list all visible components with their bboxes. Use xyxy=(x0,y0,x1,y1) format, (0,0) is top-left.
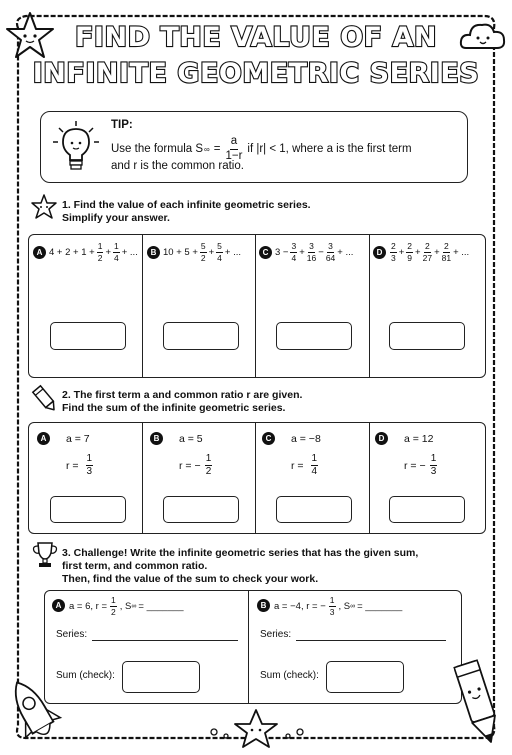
answer-box-2b[interactable] xyxy=(163,496,239,523)
series-1a: 4 + 2 + 1 + $\frac{1}{2}$ + $\frac{1}{4}$ + ... xyxy=(49,241,138,263)
given-r-2c: r = $\frac{1}{4}$ xyxy=(291,453,318,477)
section2-instruction: 2. The first term a and common ratio r are given. Find the sum of the infinite geometric series. xyxy=(62,389,303,414)
given-a-2a: a = 7 xyxy=(66,433,90,445)
sum-box-3a[interactable] xyxy=(122,661,200,693)
tip-formula-line: Use the formula S ∞ = $\frac{a}{1-r}$ if |r| < 1, where a is the first term xyxy=(111,135,412,162)
answer-box-1a[interactable] xyxy=(50,322,126,350)
answer-box-1c[interactable] xyxy=(276,322,352,350)
tip-line-2: and r is the common ratio. xyxy=(111,160,244,172)
title-line-2: INFINITE GEOMETRIC SERIES xyxy=(32,58,480,89)
given-a-2c: a = −8 xyxy=(291,433,321,445)
tip-heading: TIP: xyxy=(111,119,133,131)
answer-box-2d[interactable] xyxy=(389,496,465,523)
star-icon xyxy=(30,193,58,221)
sum-label-3b: Sum (check): xyxy=(260,670,319,681)
given-a-2b: a = 5 xyxy=(179,433,203,445)
badge-1a: A xyxy=(33,246,46,259)
given-r-2d: r = − $\frac{1}{3}$ xyxy=(404,453,437,477)
series-line-3a[interactable] xyxy=(92,640,238,641)
badge-1b: B xyxy=(147,246,160,259)
answer-box-2a[interactable] xyxy=(50,496,126,523)
rocket-icon xyxy=(4,672,64,750)
formula-fraction: $\frac{a}{1-r}$ xyxy=(225,135,243,162)
badge-1d: D xyxy=(373,246,386,259)
answer-box-2c[interactable] xyxy=(276,496,352,523)
answer-box-1d[interactable] xyxy=(389,322,465,350)
title-line-1: FIND THE VALUE OF AN xyxy=(74,22,437,53)
badge-1c: C xyxy=(259,246,272,259)
answer-box-1b[interactable] xyxy=(163,322,239,350)
trophy-icon xyxy=(30,540,60,570)
series-1c: 3 − $\frac{3}{4}$ + $\frac{3}{16}$ − $\frac{3}{64}$ + ... xyxy=(275,241,354,263)
bottom-star-icon xyxy=(206,706,306,750)
series-line-3b[interactable] xyxy=(296,640,446,641)
given-r-2a: r = $\frac{1}{3}$ xyxy=(66,453,93,477)
challenge-3a: a = 6, r = $\frac{1}{2}$ , S ∞ = _______ xyxy=(69,595,184,617)
series-label-3a: Series: xyxy=(56,629,88,640)
pencil-icon xyxy=(30,384,60,414)
badge-2c: C xyxy=(262,432,275,445)
series-1b: 10 + 5 + $\frac{5}{2}$ + $\frac{5}{4}$ + ... xyxy=(163,241,242,263)
given-a-2d: a = 12 xyxy=(404,433,434,445)
section3-instruction: 3. Challenge! Write the infinite geometric series that has the given sum, first term, and common ratio. Then, find the value of the sum to check your work. xyxy=(62,547,419,585)
lightbulb-icon xyxy=(51,120,101,172)
sum-box-3b[interactable] xyxy=(326,661,404,693)
sum-label-3a: Sum (check): xyxy=(56,670,115,681)
challenge-3b: a = −4, r = − $\frac{1}{3}$ , S ∞ = _______ xyxy=(274,595,403,617)
badge-2a: A xyxy=(37,432,50,445)
series-label-3b: Series: xyxy=(260,629,292,640)
badge-3a: A xyxy=(52,599,65,612)
given-r-2b: r = − $\frac{1}{2}$ xyxy=(179,453,212,477)
section1-instruction: 1. Find the value of each infinite geometric series. Simplify your answer. xyxy=(62,199,311,224)
series-1d: $\frac{2}{3}$ + $\frac{2}{9}$ + $\frac{2}{27}$ + $\frac{2}{81}$ + ... xyxy=(391,241,470,263)
badge-2b: B xyxy=(150,432,163,445)
badge-2d: D xyxy=(375,432,388,445)
tip-box xyxy=(40,111,468,183)
pencil-character-icon xyxy=(448,654,508,750)
badge-3b: B xyxy=(257,599,270,612)
